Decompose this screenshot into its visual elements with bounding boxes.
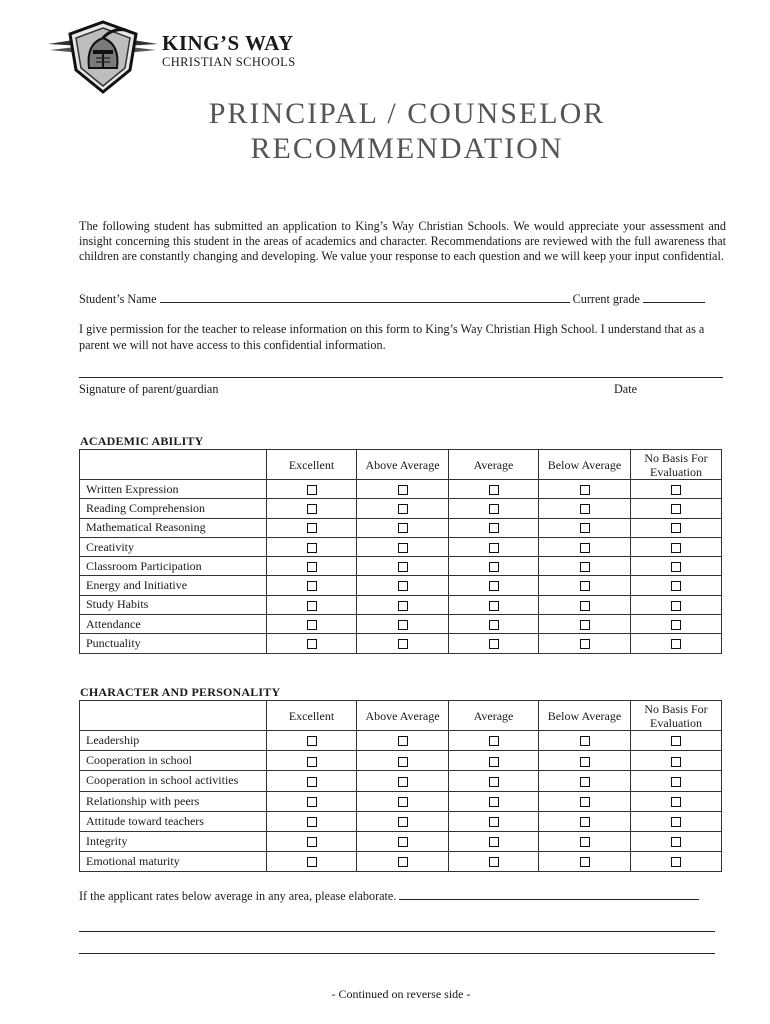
rating-cell-below-average xyxy=(539,771,631,791)
rating-cell-average xyxy=(449,751,539,771)
rating-cell-average xyxy=(449,615,539,634)
rating-cell-excellent xyxy=(267,634,357,653)
row-label: Punctuality xyxy=(80,634,267,653)
checkbox[interactable] xyxy=(398,837,408,847)
checkbox[interactable] xyxy=(580,485,590,495)
row-label: Leadership xyxy=(80,731,267,751)
checkbox[interactable] xyxy=(398,601,408,611)
checkbox[interactable] xyxy=(580,777,590,787)
elaborate-line-2[interactable] xyxy=(79,953,715,954)
checkbox[interactable] xyxy=(580,639,590,649)
table-row xyxy=(80,634,722,653)
checkbox[interactable] xyxy=(671,817,681,827)
rating-cell-excellent xyxy=(267,518,357,537)
checkbox[interactable] xyxy=(671,504,681,514)
rating-cell-excellent xyxy=(267,751,357,771)
rating-cell-above-average xyxy=(357,811,449,831)
rating-cell-above-average xyxy=(357,595,449,614)
rating-cell-excellent xyxy=(267,576,357,595)
rating-cell-below-average xyxy=(539,595,631,614)
row-label: Mathematical Reasoning xyxy=(80,518,267,537)
checkbox[interactable] xyxy=(307,736,317,746)
table-row xyxy=(80,537,722,556)
rating-cell-average xyxy=(449,831,539,851)
elaborate-row xyxy=(79,889,699,904)
rating-cell-no-basis xyxy=(631,791,722,811)
checkbox[interactable] xyxy=(307,757,317,767)
table-row xyxy=(80,499,722,518)
rating-cell-average xyxy=(449,811,539,831)
rating-cell-no-basis xyxy=(631,811,722,831)
rating-cell-average xyxy=(449,576,539,595)
checkbox[interactable] xyxy=(489,543,499,553)
table-row xyxy=(80,731,722,751)
checkbox[interactable] xyxy=(671,736,681,746)
intro-paragraph: The following student has submitted an application to King’s Way Christian Schools. We would appreciate your assessment and insight concerning this student in the areas of academics and character. Recommendations are reviewed with the full awareness that children are constantly changing and developing. We value your response to each question and we will keep your input confidential. xyxy=(79,219,726,263)
checkbox[interactable] xyxy=(580,857,590,867)
checkbox[interactable] xyxy=(580,620,590,630)
table-row xyxy=(80,751,722,771)
rating-cell-above-average xyxy=(357,751,449,771)
student-name-label: Student’s Name xyxy=(79,292,157,306)
rating-cell-excellent xyxy=(267,791,357,811)
table-row xyxy=(80,576,722,595)
checkbox[interactable] xyxy=(307,857,317,867)
knight-helmet-shield-icon xyxy=(46,18,160,96)
current-grade-label: Current grade xyxy=(572,292,640,306)
rating-cell-above-average xyxy=(357,557,449,576)
character-heading: CHARACTER AND PERSONALITY xyxy=(80,685,281,699)
checkbox[interactable] xyxy=(671,543,681,553)
table-row xyxy=(80,615,722,634)
checkbox[interactable] xyxy=(398,797,408,807)
rating-cell-excellent xyxy=(267,771,357,791)
row-label: Attendance xyxy=(80,615,267,634)
rating-cell-average xyxy=(449,771,539,791)
row-label: Creativity xyxy=(80,537,267,556)
rating-cell-no-basis xyxy=(631,852,722,872)
checkbox[interactable] xyxy=(671,485,681,495)
rating-cell-average xyxy=(449,791,539,811)
checkbox[interactable] xyxy=(398,777,408,787)
checkbox[interactable] xyxy=(307,485,317,495)
checkbox[interactable] xyxy=(671,757,681,767)
checkbox[interactable] xyxy=(489,736,499,746)
rating-cell-no-basis xyxy=(631,771,722,791)
table-row xyxy=(80,791,722,811)
rating-cell-excellent xyxy=(267,499,357,518)
checkbox[interactable] xyxy=(398,620,408,630)
row-label: Attitude toward teachers xyxy=(80,811,267,831)
checkbox[interactable] xyxy=(398,736,408,746)
footer-note: - Continued on reverse side - xyxy=(331,987,471,1001)
checkbox[interactable] xyxy=(580,797,590,807)
row-label: Reading Comprehension xyxy=(80,499,267,518)
column-header-no-basis: No Basis For Evaluation xyxy=(631,701,722,731)
brand-name: KING’S WAY xyxy=(162,31,294,55)
checkbox[interactable] xyxy=(398,639,408,649)
checkbox[interactable] xyxy=(398,523,408,533)
rating-cell-above-average xyxy=(357,731,449,751)
rating-cell-above-average xyxy=(357,634,449,653)
checkbox[interactable] xyxy=(671,857,681,867)
checkbox[interactable] xyxy=(489,504,499,514)
checkbox[interactable] xyxy=(307,562,317,572)
rating-cell-above-average xyxy=(357,615,449,634)
checkbox[interactable] xyxy=(398,817,408,827)
academic-heading: ACADEMIC ABILITY xyxy=(80,434,204,448)
rating-cell-no-basis xyxy=(631,480,722,499)
checkbox[interactable] xyxy=(671,601,681,611)
student-name-field[interactable] xyxy=(160,292,570,303)
character-personality-table xyxy=(79,700,722,872)
elaborate-field[interactable] xyxy=(399,889,699,900)
permission-paragraph: I give permission for the teacher to release information on this form to King’s Way Christian High School. I understand that as a parent we will not have access to this confidential information. xyxy=(79,322,705,352)
signature-label: Signature of parent/guardian xyxy=(79,382,219,396)
checkbox[interactable] xyxy=(307,777,317,787)
checkbox[interactable] xyxy=(307,639,317,649)
column-header-excellent: Excellent xyxy=(267,701,357,731)
header-blank-cell xyxy=(80,450,267,480)
checkbox[interactable] xyxy=(307,543,317,553)
checkbox[interactable] xyxy=(398,757,408,767)
rating-cell-no-basis xyxy=(631,751,722,771)
checkbox[interactable] xyxy=(307,581,317,591)
column-header-no-basis: No Basis For Evaluation xyxy=(631,450,722,480)
column-header-average: Average xyxy=(449,450,539,480)
row-label: Cooperation in school xyxy=(80,751,267,771)
rating-cell-average xyxy=(449,557,539,576)
rating-cell-average xyxy=(449,852,539,872)
rating-cell-average xyxy=(449,537,539,556)
row-label: Relationship with peers xyxy=(80,791,267,811)
rating-cell-below-average xyxy=(539,731,631,751)
checkbox[interactable] xyxy=(398,485,408,495)
rating-cell-above-average xyxy=(357,499,449,518)
checkbox[interactable] xyxy=(671,797,681,807)
rating-cell-no-basis xyxy=(631,731,722,751)
rating-cell-excellent xyxy=(267,557,357,576)
academic-ability-table xyxy=(79,449,722,654)
rating-cell-excellent xyxy=(267,811,357,831)
checkbox[interactable] xyxy=(489,639,499,649)
checkbox[interactable] xyxy=(489,797,499,807)
column-header-excellent: Excellent xyxy=(267,450,357,480)
checkbox[interactable] xyxy=(580,817,590,827)
rating-cell-average xyxy=(449,731,539,751)
elaborate-label: If the applicant rates below average in any area, please elaborate. xyxy=(79,889,397,903)
row-label: Emotional maturity xyxy=(80,852,267,872)
rating-cell-average xyxy=(449,595,539,614)
table-row xyxy=(80,480,722,499)
rating-cell-below-average xyxy=(539,557,631,576)
page-title-line1: PRINCIPAL / COUNSELOR xyxy=(208,97,606,130)
checkbox[interactable] xyxy=(580,581,590,591)
rating-cell-above-average xyxy=(357,791,449,811)
table-row xyxy=(80,852,722,872)
checkbox[interactable] xyxy=(398,504,408,514)
checkbox[interactable] xyxy=(489,485,499,495)
row-label: Cooperation in school activities xyxy=(80,771,267,791)
rating-cell-below-average xyxy=(539,751,631,771)
rating-cell-average xyxy=(449,634,539,653)
rating-cell-average xyxy=(449,499,539,518)
rating-cell-no-basis xyxy=(631,576,722,595)
row-label: Energy and Initiative xyxy=(80,576,267,595)
rating-cell-below-average xyxy=(539,518,631,537)
rating-cell-average xyxy=(449,480,539,499)
rating-cell-no-basis xyxy=(631,557,722,576)
checkbox[interactable] xyxy=(307,523,317,533)
checkbox[interactable] xyxy=(307,797,317,807)
row-label: Classroom Participation xyxy=(80,557,267,576)
table-row xyxy=(80,831,722,851)
column-header-above-average: Above Average xyxy=(357,701,449,731)
checkbox[interactable] xyxy=(671,523,681,533)
checkbox[interactable] xyxy=(671,837,681,847)
checkbox[interactable] xyxy=(489,523,499,533)
rating-cell-below-average xyxy=(539,791,631,811)
checkbox[interactable] xyxy=(671,562,681,572)
checkbox[interactable] xyxy=(489,562,499,572)
table-row xyxy=(80,811,722,831)
checkbox[interactable] xyxy=(489,817,499,827)
checkbox[interactable] xyxy=(489,857,499,867)
rating-cell-below-average xyxy=(539,831,631,851)
checkbox[interactable] xyxy=(489,757,499,767)
checkbox[interactable] xyxy=(580,736,590,746)
rating-cell-excellent xyxy=(267,480,357,499)
brand-subtitle: CHRISTIAN SCHOOLS xyxy=(162,55,296,69)
rating-cell-below-average xyxy=(539,576,631,595)
checkbox[interactable] xyxy=(671,639,681,649)
row-label: Integrity xyxy=(80,831,267,851)
row-label: Written Expression xyxy=(80,480,267,499)
rating-cell-no-basis xyxy=(631,634,722,653)
rating-cell-above-average xyxy=(357,771,449,791)
rating-cell-below-average xyxy=(539,852,631,872)
rating-cell-below-average xyxy=(539,537,631,556)
rating-cell-above-average xyxy=(357,537,449,556)
checkbox[interactable] xyxy=(671,620,681,630)
checkbox[interactable] xyxy=(580,757,590,767)
checkbox[interactable] xyxy=(307,817,317,827)
checkbox[interactable] xyxy=(307,601,317,611)
rating-cell-above-average xyxy=(357,576,449,595)
column-header-above-average: Above Average xyxy=(357,450,449,480)
checkbox[interactable] xyxy=(307,837,317,847)
rating-cell-average xyxy=(449,518,539,537)
checkbox[interactable] xyxy=(398,543,408,553)
page-title xyxy=(0,96,770,166)
rating-cell-no-basis xyxy=(631,831,722,851)
rating-cell-below-average xyxy=(539,499,631,518)
checkbox[interactable] xyxy=(580,523,590,533)
rating-cell-excellent xyxy=(267,852,357,872)
checkbox[interactable] xyxy=(398,562,408,572)
current-grade-field[interactable] xyxy=(643,292,705,303)
checkbox[interactable] xyxy=(671,581,681,591)
rating-cell-below-average xyxy=(539,480,631,499)
rating-cell-above-average xyxy=(357,852,449,872)
rating-cell-below-average xyxy=(539,634,631,653)
header-blank-cell xyxy=(80,701,267,731)
date-label: Date xyxy=(614,382,638,396)
rating-cell-no-basis xyxy=(631,615,722,634)
rating-cell-excellent xyxy=(267,731,357,751)
table-row xyxy=(80,771,722,791)
student-name-row xyxy=(79,292,705,307)
rating-cell-no-basis xyxy=(631,595,722,614)
checkbox[interactable] xyxy=(489,620,499,630)
checkbox[interactable] xyxy=(580,562,590,572)
checkbox[interactable] xyxy=(307,504,317,514)
rating-cell-below-average xyxy=(539,811,631,831)
checkbox[interactable] xyxy=(398,857,408,867)
column-header-average: Average xyxy=(449,701,539,731)
checkbox[interactable] xyxy=(398,581,408,591)
rating-cell-above-average xyxy=(357,518,449,537)
table-row xyxy=(80,595,722,614)
table-row xyxy=(80,518,722,537)
elaborate-line-1[interactable] xyxy=(79,931,715,932)
checkbox[interactable] xyxy=(489,581,499,591)
rating-cell-excellent xyxy=(267,537,357,556)
rating-cell-no-basis xyxy=(631,499,722,518)
rating-cell-above-average xyxy=(357,480,449,499)
signature-line[interactable] xyxy=(79,377,723,378)
column-header-below-average: Below Average xyxy=(539,450,631,480)
row-label: Study Habits xyxy=(80,595,267,614)
checkbox[interactable] xyxy=(489,777,499,787)
rating-cell-above-average xyxy=(357,831,449,851)
checkbox[interactable] xyxy=(307,620,317,630)
table-row xyxy=(80,557,722,576)
rating-cell-excellent xyxy=(267,595,357,614)
rating-cell-excellent xyxy=(267,615,357,634)
rating-cell-below-average xyxy=(539,615,631,634)
checkbox[interactable] xyxy=(671,777,681,787)
page-title-line2: RECOMMENDATION xyxy=(250,132,564,165)
checkbox[interactable] xyxy=(489,837,499,847)
checkbox[interactable] xyxy=(580,837,590,847)
checkbox[interactable] xyxy=(580,543,590,553)
rating-cell-excellent xyxy=(267,831,357,851)
column-header-below-average: Below Average xyxy=(539,701,631,731)
checkbox[interactable] xyxy=(580,504,590,514)
rating-cell-no-basis xyxy=(631,518,722,537)
checkbox[interactable] xyxy=(580,601,590,611)
rating-cell-no-basis xyxy=(631,537,722,556)
brand xyxy=(162,32,296,70)
checkbox[interactable] xyxy=(489,601,499,611)
